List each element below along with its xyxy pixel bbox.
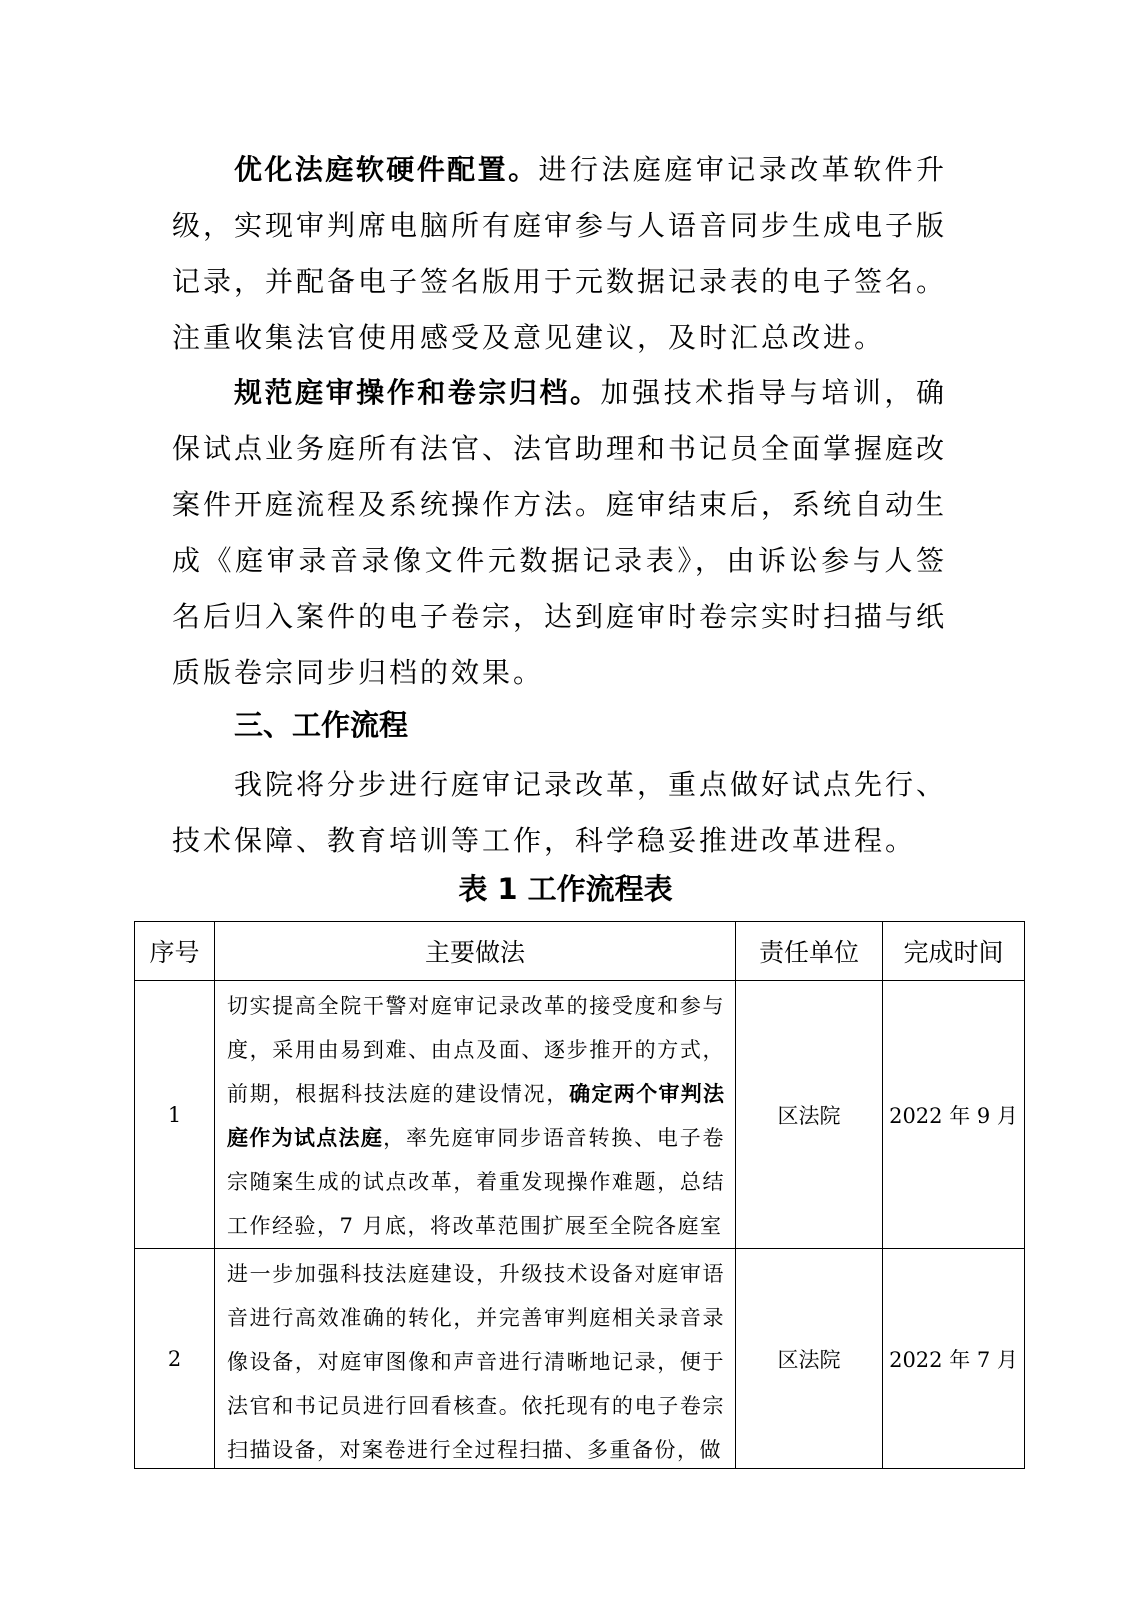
- table-row: [135, 981, 1025, 1249]
- paragraph-body: 加强技术指导与培训，确保试点业务庭所有法官、法官助理和书记员全面掌握庭改案件开庭流程及系统操作方法。庭审结束后，系统自动生成《庭审录音录像文件元数据记录表》，由诉讼参与人签名后归入案件的电子卷宗，达到庭审时卷宗实时扫描与纸质版卷宗同步归档的效果。: [172, 376, 948, 689]
- paragraph-lead-bold: 规范庭审操作和卷宗归档。: [234, 376, 601, 409]
- section-heading: 三、工作流程: [234, 708, 409, 742]
- practice-text: ，率先庭审同步语音转换、电子卷宗随案生成的试点改革，着重发现操作难题，总结工作经验，7 月底，将改革范围扩展至全院各庭室: [227, 1126, 726, 1238]
- row-seq: 1: [135, 981, 215, 1249]
- header-time: 完成时间: [883, 922, 1025, 981]
- row-time: 2022 年 7 月: [883, 1249, 1025, 1469]
- practice-bold-text: 确定两个审判法庭作为试点法庭: [227, 1082, 726, 1150]
- paragraph-hardware-config: [172, 142, 947, 366]
- paragraph-archive: [172, 365, 947, 701]
- row-unit: 区法院: [736, 981, 883, 1249]
- workflow-table: [134, 921, 1025, 1469]
- table-header-row: [135, 922, 1025, 981]
- header-seq: 序号: [135, 922, 215, 981]
- header-unit: 责任单位: [736, 922, 883, 981]
- header-practice: 主要做法: [215, 922, 736, 981]
- row-unit: 区法院: [736, 1249, 883, 1469]
- practice-text: 进一步加强科技法庭建设，升级技术设备对庭审语音进行高效准确的转化，并完善审判庭相关录音录像设备，对庭审图像和声音进行清晰地记录，便于法官和书记员进行回看核查。依托现有的电子卷宗扫描设备，对案卷进行全过程扫描、多重备份，做: [227, 1262, 725, 1462]
- row-seq: 2: [135, 1249, 215, 1469]
- table-caption: 表 1 工作流程表: [458, 872, 673, 906]
- paragraph-workflow-intro: 我院将分步进行庭审记录改革，重点做好试点先行、技术保障、教育培训等工作，科学稳妥推进改革进程。: [172, 768, 948, 857]
- paragraph-lead-bold: 优化法庭软硬件配置。: [234, 153, 539, 186]
- row-practice: [215, 981, 736, 1249]
- row-practice: [215, 1249, 736, 1469]
- table-row: [135, 1249, 1025, 1469]
- row-time: 2022 年 9 月: [883, 981, 1025, 1249]
- practice-text: 切实提高全院干警对庭审记录改革的接受度和参与度，采用由易到难、由点及面、逐步推开的方式，前期，根据科技法庭的建设情况，: [227, 994, 725, 1106]
- paragraph-body: 进行法庭庭审记录改革软件升级，实现审判席电脑所有庭审参与人语音同步生成电子版记录，并配备电子签名版用于元数据记录表的电子签名。注重收集法官使用感受及意见建议，及时汇总改进。: [172, 153, 948, 354]
